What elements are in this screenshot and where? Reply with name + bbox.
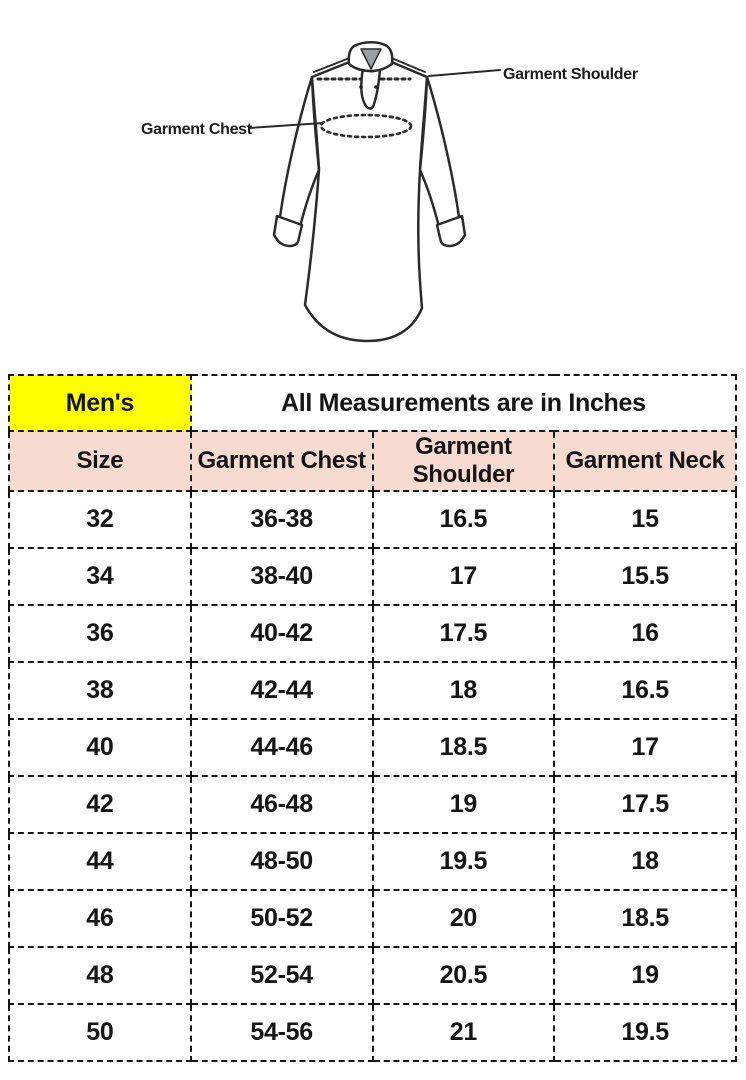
garment-chest-cell: 42-44 [191, 662, 373, 719]
garment-shoulder-cell: 20.5 [373, 947, 555, 1004]
size-cell: 36 [9, 605, 191, 662]
garment-shoulder-cell: 18.5 [373, 719, 555, 776]
kurta-drawing [0, 0, 746, 370]
size-cell: 46 [9, 890, 191, 947]
size-cell: 42 [9, 776, 191, 833]
garment-neck-cell: 18.5 [554, 890, 736, 947]
garment-shoulder-cell: 19 [373, 776, 555, 833]
garment-shoulder-label: Garment Shoulder [503, 66, 638, 83]
garment-neck-cell: 15 [554, 491, 736, 548]
garment-neck-cell: 18 [554, 833, 736, 890]
col-header-garment-chest: Garment Chest [191, 431, 373, 491]
garment-chest-cell: 54-56 [191, 1004, 373, 1061]
garment-neck-cell: 17.5 [554, 776, 736, 833]
table-title-row [9, 375, 736, 431]
placket-button [359, 85, 363, 89]
garment-neck-cell: 19 [554, 947, 736, 1004]
garment-chest-cell: 50-52 [191, 890, 373, 947]
size-row [9, 776, 736, 833]
placket-button [374, 85, 378, 89]
size-cell: 44 [9, 833, 191, 890]
size-cell: 48 [9, 947, 191, 1004]
garment-shoulder-cell: 21 [373, 1004, 555, 1061]
size-cell: 40 [9, 719, 191, 776]
size-row [9, 662, 736, 719]
garment-shoulder-cell: 18 [373, 662, 555, 719]
size-table [8, 374, 737, 1062]
garment-chest-cell: 38-40 [191, 548, 373, 605]
size-cell: 34 [9, 548, 191, 605]
size-row [9, 833, 736, 890]
garment-chest-cell: 52-54 [191, 947, 373, 1004]
col-header-garment-neck: Garment Neck [554, 431, 736, 491]
measurements-title: All Measurements are in Inches [191, 375, 736, 431]
garment-chest-cell: 48-50 [191, 833, 373, 890]
col-header-garment-shoulder: Garment Shoulder [373, 431, 555, 491]
garment-shoulder-cell: 16.5 [373, 491, 555, 548]
garment-neck-cell: 16 [554, 605, 736, 662]
col-header-size: Size [9, 431, 191, 491]
size-row [9, 890, 736, 947]
size-cell: 32 [9, 491, 191, 548]
garment-chest-cell: 46-48 [191, 776, 373, 833]
size-row [9, 491, 736, 548]
category-cell: Men's [9, 375, 191, 431]
size-row [9, 605, 736, 662]
column-header-row [9, 431, 736, 491]
garment-chest-cell: 36-38 [191, 491, 373, 548]
garment-neck-cell: 19.5 [554, 1004, 736, 1061]
size-cell: 50 [9, 1004, 191, 1061]
garment-neck-cell: 17 [554, 719, 736, 776]
size-cell: 38 [9, 662, 191, 719]
garment-neck-cell: 16.5 [554, 662, 736, 719]
size-row [9, 1004, 736, 1061]
garment-shoulder-cell: 17 [373, 548, 555, 605]
garment-chest-cell: 40-42 [191, 605, 373, 662]
garment-diagram [0, 0, 746, 370]
garment-shoulder-cell: 17.5 [373, 605, 555, 662]
size-row [9, 548, 736, 605]
size-row [9, 947, 736, 1004]
shoulder-leader-line [429, 70, 500, 76]
size-row [9, 719, 736, 776]
garment-chest-cell: 44-46 [191, 719, 373, 776]
size-table-body [9, 491, 736, 1061]
garment-shoulder-cell: 20 [373, 890, 555, 947]
garment-chest-label: Garment Chest [141, 121, 252, 138]
garment-shoulder-cell: 19.5 [373, 833, 555, 890]
garment-neck-cell: 15.5 [554, 548, 736, 605]
